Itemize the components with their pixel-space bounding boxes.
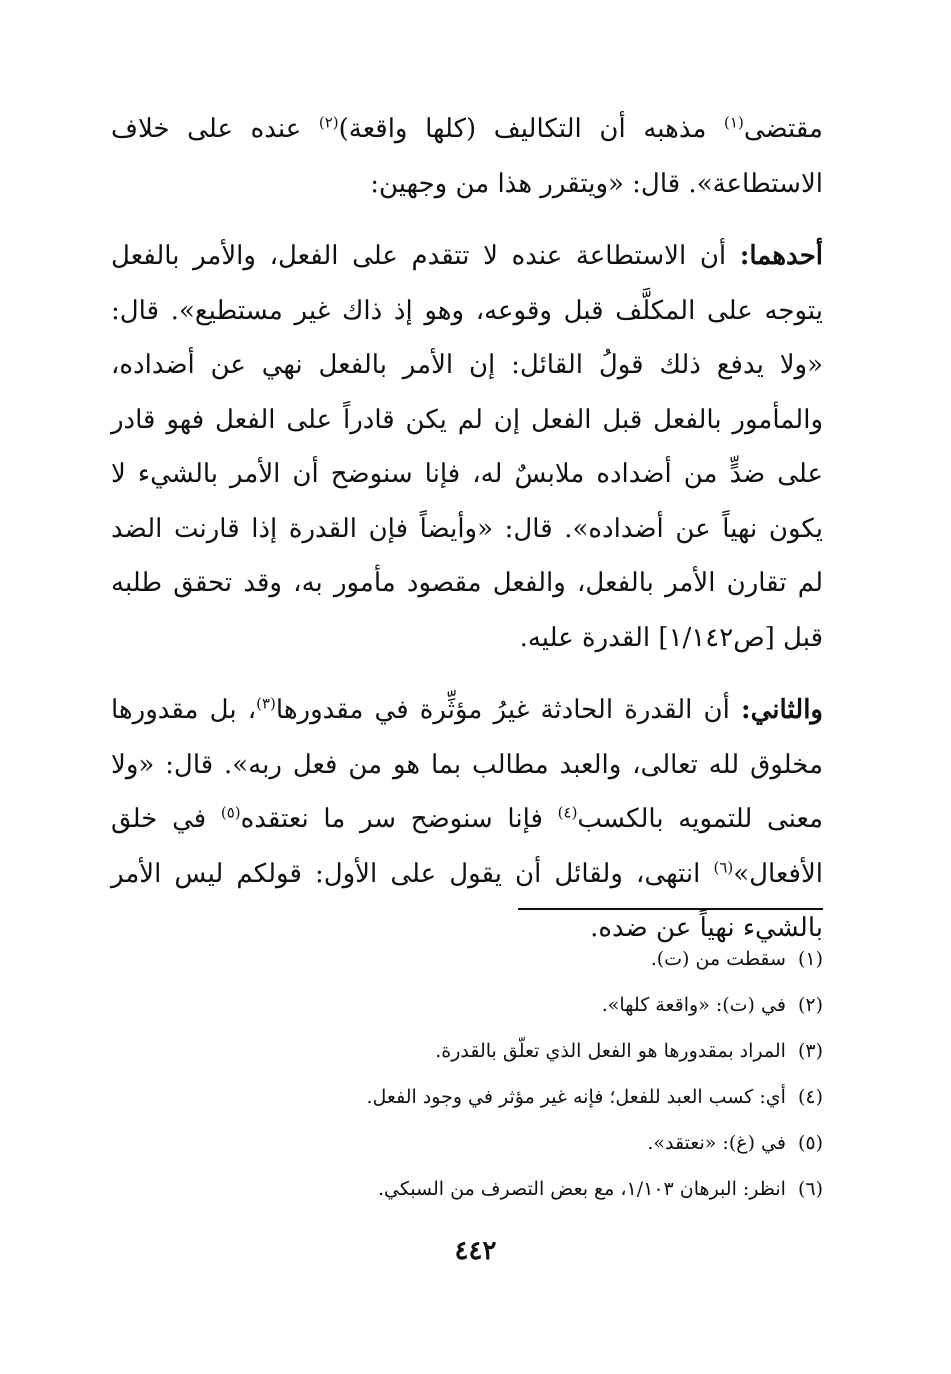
footnote-text: سقطت من (ت). bbox=[650, 948, 786, 970]
footnote-number: (١) bbox=[797, 948, 823, 970]
footnote-text: أي: كسب العبد للفعل؛ فإنه غير مؤثر في وجود الفعل. bbox=[366, 1086, 786, 1108]
text-run: عنده على خلاف الاستطاعة». قال: «ويتقرر هذا من وجهين: bbox=[111, 114, 823, 199]
footnote-2 bbox=[111, 982, 823, 1028]
footnote-text: انظر: البرهان ١/١٠٣، مع بعض التصرف من السبكي. bbox=[377, 1178, 786, 1200]
footnote-6 bbox=[111, 1166, 823, 1212]
footnote-ref-6: (٦) bbox=[713, 857, 734, 876]
footnotes bbox=[111, 936, 823, 1212]
footnote-ref-5: (٥) bbox=[220, 803, 241, 822]
footnote-ref-1: (١) bbox=[724, 113, 744, 132]
main-text bbox=[111, 102, 823, 956]
paragraph-lead: والثاني: bbox=[741, 695, 823, 725]
page-number: ٤٤٢ bbox=[454, 1236, 497, 1266]
paragraph-1 bbox=[111, 102, 823, 211]
footnote-4 bbox=[111, 1074, 823, 1120]
paragraph-3 bbox=[111, 683, 823, 956]
footnote-text: في (ت): «واقعة كلها». bbox=[601, 994, 786, 1016]
footnote-5 bbox=[111, 1120, 823, 1166]
text-run: في خلق الأفعال» bbox=[111, 804, 823, 889]
paragraph-lead: أحدهما: bbox=[739, 241, 823, 271]
text-run: ، بل مقدورها مخلوق لله تعالى، والعبد مطالب بما هو من فعل ربه». قال: «ولا معنى للتمويه بالكسب bbox=[111, 695, 823, 834]
footnote-ref-2: (٢) bbox=[318, 113, 339, 132]
text-run: مذهبه أن التكاليف (كلها واقعة) bbox=[338, 114, 725, 144]
text-run: أن الاستطاعة عنده لا تتقدم على الفعل، والأمر بالفعل يتوجه على المكلَّف قبل وقوعه، وهو إذ ذاك غير مستطيع». قال: «ولا يدفع ذلك قولُ القائل: إن الأمر بالفعل نهي عن أضداده، والمأمور بالفعل قبل الفعل إن لم يكن قادراً على الفعل فهو قادر على ضدٍّ من أضداده ملابسٌ له، فإنا سنوضح أن الأمر بالشيء لا يكون نهياً عن أضداده». قال: «وأيضاً فإن القدرة إذا قارنت الضد لم تقارن الأمر بالفعل، والفعل مقصود مأمور به، وقد تحقق طلبه قبل [ص١/١٤٢] القدرة عليه. bbox=[111, 241, 823, 653]
footnote-3 bbox=[111, 1028, 823, 1074]
footnote-number: (٤) bbox=[797, 1086, 823, 1108]
text-run: فإنا سنوضح سر ما نعتقده bbox=[240, 804, 558, 834]
text-run: أن القدرة الحادثة غيرُ مؤثِّرة في مقدورها bbox=[275, 695, 742, 725]
footnote-1 bbox=[111, 936, 823, 982]
footnote-text: في (غ): «نعتقد». bbox=[647, 1132, 786, 1154]
footnote-number: (٣) bbox=[797, 1040, 823, 1062]
footnote-number: (٥) bbox=[797, 1132, 823, 1154]
footnote-text: المراد بمقدورها هو الفعل الذي تعلّق بالقدرة. bbox=[435, 1040, 786, 1062]
footnote-separator bbox=[518, 908, 823, 910]
footnote-number: (٦) bbox=[797, 1178, 823, 1200]
paragraph-2 bbox=[111, 229, 823, 665]
footnote-ref-3: (٣) bbox=[256, 694, 276, 713]
text-run: مقتضى bbox=[743, 114, 823, 144]
footnote-number: (٢) bbox=[797, 994, 823, 1016]
footnote-ref-4: (٤) bbox=[557, 803, 578, 822]
text-run: انتهى، ولقائل أن يقول على الأول: قولكم ليس الأمر بالشيء نهياً عن ضده. bbox=[111, 858, 823, 943]
